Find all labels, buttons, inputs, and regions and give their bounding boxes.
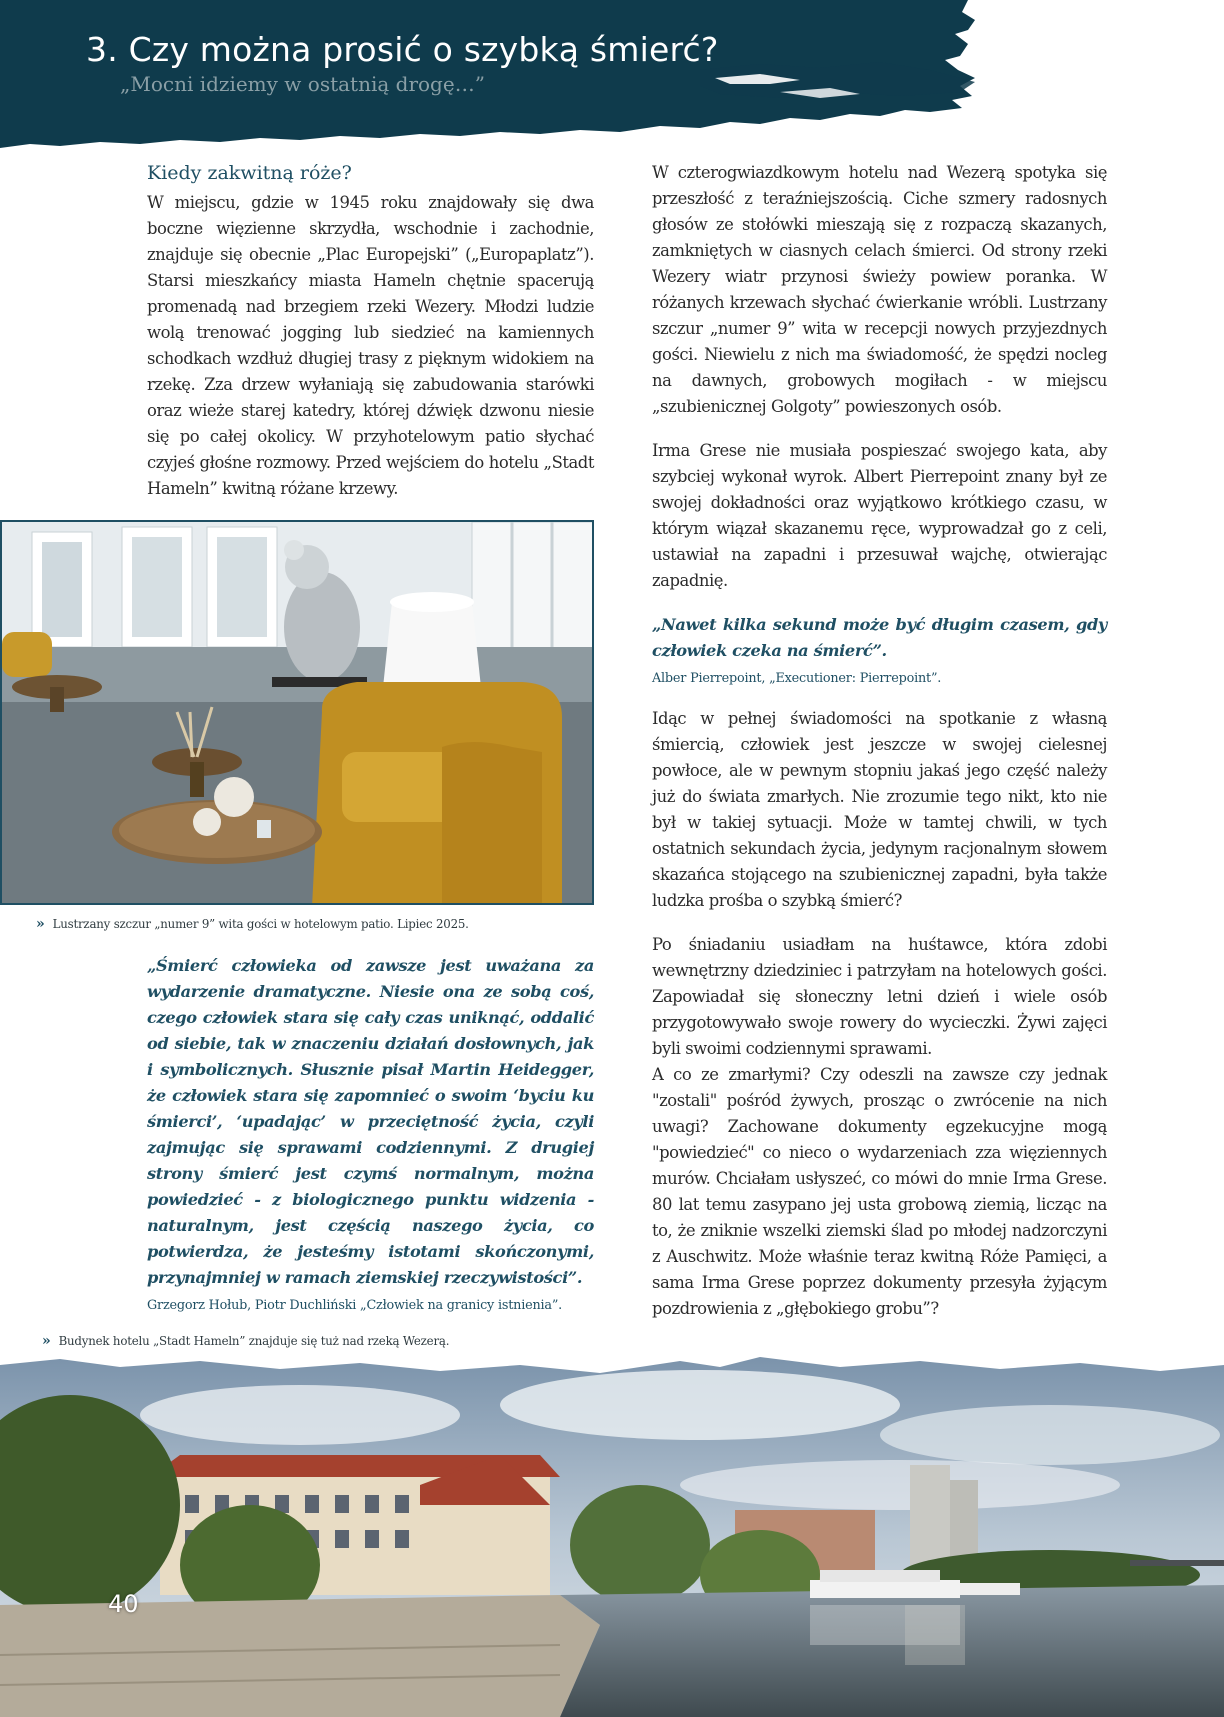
- left-column: [147, 160, 594, 502]
- left-quote-block: [147, 953, 594, 1315]
- left-paragraph: W miejscu, gdzie w 1945 roku znajdowały się dwa boczne więzienne skrzydła, wschodnie i zachodnie, znajduje się obecnie „Plac Europejski” („Europaplatz”). Starsi mieszkańcy miasta Hameln chętnie spacerują promenadą nad brzegiem rzeki Wezery. Młodzi ludzie wolą trenować jogging lub siedzieć na kamiennych schodkach wzdłuż długiej trasy z pięknym widokiem na rzekę. Zza drzew wyłaniają się zabudowania starówki oraz wieże starej katedry, której dźwięk dzwonu niesie się po całej okolicy. W przyhotelowym patio słychać czyjeś głośne rozmowy. Przed wejściem do hotelu „Stadt Hameln” kwitną różane krzewy.: [147, 193, 594, 498]
- heidegger-quote: „Śmierć człowieka od zawsze jest uważana za wydarzenie dramatyczne. Niesie ona ze sobą coś, czego człowiek stara się cały czas uniknąć, oddalić od siebie, tak w znaczeniu działań dosłownych, jak i symbolicznych. Słusznie pisał Martin Heidegger, że człowiek stara się zapomnieć o swoim ‘byciu ku śmierci’, ‘upadając’ w przeciętność życia, czyli zajmując się sprawami codziennymi. Z drugiej strony śmierć jest czymś normalnym, można powiedzieć - z biologicznego punktu widzenia - naturalnym, jest częścią naszego życia, co potwierdza, że jesteśmy istotami skończonymi, przynajmniej w ramach ziemskiej rzeczywistości”.: [147, 956, 594, 1287]
- page-title: 3. Czy można prosić o szybką śmierć?: [86, 30, 719, 69]
- pierrepoint-quote: „Nawet kilka sekund może być długim czasem, gdy człowiek czeka na śmierć”.: [652, 615, 1107, 660]
- page-subtitle: „Mocni idziemy w ostatnią drogę…”: [120, 72, 485, 96]
- section-heading: Kiedy zakwitną róże?: [147, 162, 352, 184]
- lobby-photo: [0, 520, 594, 905]
- right-paragraph-4b: A co ze zmarłymi? Czy odeszli na zawsze czy jednak "zostali" pośród żywych, prosząc o zwrócenie na nich uwagi? Zachowane dokumenty egzekucyjne mogą "powiedzieć" co nieco o wydarzeniach zza więziennych murów. Chciałam usłyszeć, co mówi do mnie Irma Grese. 80 lat temu zasypano jej usta grobową ziemią, licząc na to, że zniknie wszelki ziemski ślad po młodej nadzorczyni z Auschwitz. Może właśnie teraz kwitną Róże Pamięci, a sama Irma Grese poprzez dokumenty przesyła żyjącym pozdrowienia z „głębokiego grobu”?: [652, 1065, 1107, 1318]
- lobby-photo-caption: [36, 916, 469, 932]
- river-photo-caption: [42, 1333, 449, 1349]
- river-photo: [0, 1355, 1224, 1717]
- caption-marker-icon: »: [36, 916, 45, 932]
- river-caption-text: Budynek hotelu „Stadt Hameln” znajduje się tuż nad rzeką Wezerą.: [58, 1334, 450, 1348]
- river-photo-illustration: [0, 1355, 1224, 1717]
- right-column: [652, 160, 1107, 1322]
- pierrepoint-quote-source: Alber Pierrepoint, „Executioner: Pierrepoint”.: [652, 671, 942, 686]
- right-paragraph-1: W czterogwiazdkowym hotelu nad Wezerą spotyka się przeszłość z teraźniejszością. Ciche szmery radosnych głosów ze stołówki mieszają się z rozpaczą skazanych, zamkniętych w ciasnych celach śmierci. Od strony rzeki Wezery wiatr przynosi świeży powiew poranka. W różanych krzewach słychać ćwierkanie wróbli. Lustrzany szczur „numer 9” wita w recepcji nowych przyjezdnych gości. Niewielu z nich ma świadomość, że spędzi nocleg na dawnych, grobowych mogiłach - w miejscu „szubienicznej Golgoty” powieszonych osób.: [652, 163, 1107, 416]
- header-banner: [0, 0, 1224, 160]
- right-paragraph-2: Irma Grese nie musiała pospieszać swojego kata, aby szybciej wykonał wyrok. Albert Pierrepoint znany był ze swojej dokładności oraz wyjątkowo krótkiego czasu, w którym wiązał skazanemu ręce, wyprowadzał go z celi, ustawiał na zapadni i przesuwał wajchę, otwierając zapadnię.: [652, 441, 1107, 590]
- pierrepoint-quote-block: [652, 612, 1107, 688]
- left-quote-source: Grzegorz Hołub, Piotr Duchliński „Człowiek na granicy istnienia”.: [147, 1298, 563, 1313]
- lobby-photo-illustration: [2, 522, 594, 905]
- right-paragraph-3: Idąc w pełnej świadomości na spotkanie z własną śmiercią, człowiek jest jeszcze w swojej cielesnej powłoce, ale w pewnym stopniu jakaś jego część należy już do świata zmarłych. Nie zrozumie tego nikt, kto nie był w takiej sytuacji. Może w tamtej chwili, w tych ostatnich sekundach życia, jedynym racjonalnym słowem skazańca stojącego na szubienicznej zapadni, była także ludzka prośba o szybką śmierć?: [652, 709, 1107, 910]
- lobby-caption-text: Lustrzany szczur „numer 9” wita gości w hotelowym patio. Lipiec 2025.: [52, 917, 469, 931]
- caption-marker-icon: »: [42, 1333, 51, 1349]
- page-number: 40: [108, 1590, 139, 1618]
- right-paragraph-4a: Po śniadaniu usiadłam na huśtawce, która zdobi wewnętrzny dziedziniec i patrzyłam na hotelowych gości. Zapowiadał się słoneczny letni dzień i wiele osób przygotowywało swoje rowery do wycieczki. Żywi zajęci byli swoimi codziennymi sprawami.: [652, 935, 1107, 1058]
